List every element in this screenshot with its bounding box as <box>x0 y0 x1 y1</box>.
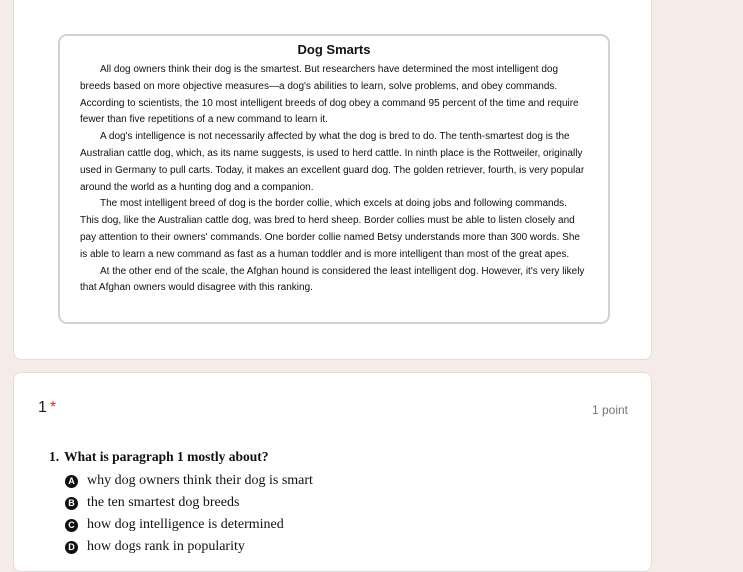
option-a-text: why dog owners think their dog is smart <box>87 473 313 488</box>
question-text: What is paragraph 1 mostly about? <box>64 449 269 464</box>
required-asterisk: * <box>49 399 57 416</box>
answer-option-a <box>65 470 313 492</box>
option-d-letter-icon: D <box>65 541 78 554</box>
answer-options <box>65 470 313 558</box>
question-number: 1 <box>38 399 47 416</box>
question-number-header <box>38 399 56 417</box>
answer-option-c <box>65 514 313 536</box>
option-a-letter-icon: A <box>65 475 78 488</box>
option-c-letter-icon: C <box>65 519 78 532</box>
answer-option-d <box>65 536 313 558</box>
question-item-number: 1. <box>49 449 60 464</box>
passage-box <box>58 34 610 324</box>
option-b-text: the ten smartest dog breeds <box>87 495 240 510</box>
passage-paragraph-2: A dog's intelligence is not necessarily affected by what the dog is bred to do. The tenth-smartest dog is the Australian cattle dog, which, as its name suggests, is used to herd cattle. In ninth place is the Rottweiler, originally used in Germany to pull carts. Today, it makes an excellent guard dog. The golden retriever, fourth, is very popular around the world as a hunting dog and a companion. <box>80 131 585 193</box>
question-prompt <box>49 449 269 465</box>
option-d-text: how dogs rank in popularity <box>87 539 245 554</box>
passage-card <box>13 0 652 360</box>
question-card <box>13 372 652 572</box>
passage-paragraph-3: The most intelligent breed of dog is the border collie, which excels at doing jobs and following commands. This dog, like the Australian cattle dog, was bred to herd sheep. Border collies must be able to listen closely and pay attention to their owners' commands. One border collie named Betsy understands more than 300 words. She is able to learn a new command as fast as a human toddler and is more intelligent than most of the great apes. <box>80 198 580 260</box>
answer-option-b <box>65 492 313 514</box>
passage-title: Dog Smarts <box>297 42 371 57</box>
passage-paragraph-1: All dog owners think their dog is the smartest. But researchers have determined the most intelligent dog breeds based on more objective measures—a dog's abilities to learn, solve problems, and obey commands. According to scientists, the 10 most intelligent breeds of dog obey a command 95 percent of the time and require fewer than five repetitions of a new command to learn it. <box>80 64 579 126</box>
option-b-letter-icon: B <box>65 497 78 510</box>
question-points: 1 point <box>591 403 628 417</box>
passage-paragraph-4: At the other end of the scale, the Afghan hound is considered the least intelligent dog. However, it's very likely that Afghan owners would disagree with this ranking. <box>80 265 585 294</box>
option-c-text: how dog intelligence is determined <box>87 517 284 532</box>
